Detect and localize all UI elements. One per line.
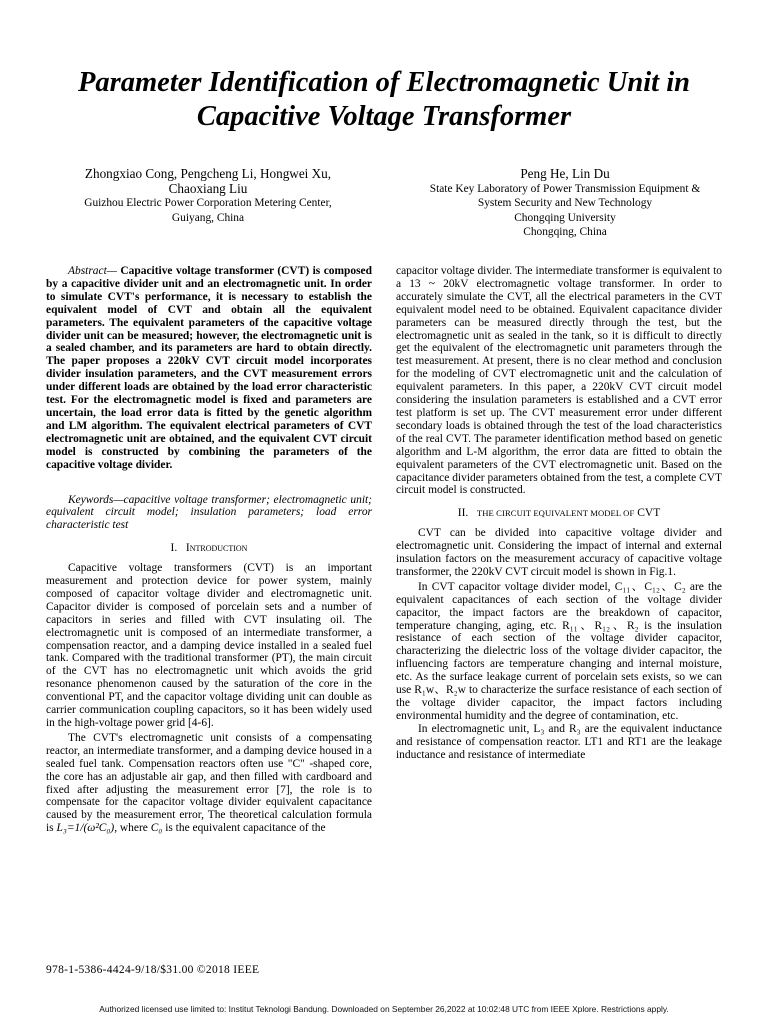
- section-heading-circuit-model: [396, 507, 722, 520]
- model-paragraph-1: CVT can be divided into capacitive voltage divider and electromagnetic unit. Considering the impact of internal and external insulation factors on the measurement accuracy of capacitive voltage transformer, the 220kV CVT circuit model is shown in Fig.1.: [396, 527, 722, 578]
- title-line-2: Capacitive Voltage Transformer: [196, 101, 572, 132]
- affiliation-cont: System Security and New Technology: [477, 197, 653, 210]
- intro-p2-text-b: , where: [114, 822, 151, 835]
- intro-paragraph-2: [46, 732, 372, 835]
- affiliation-city: Guiyang, China: [171, 211, 245, 224]
- right-column: [396, 265, 722, 762]
- title-line-1: Parameter Identification of Electromagnetic Unit in: [78, 67, 690, 98]
- left-column: [46, 265, 372, 835]
- author-block-right: [400, 167, 730, 240]
- model-paragraph-3: In electromagnetic unit, L₃ and R₃ are the equivalent inductance and resistance of compensation reactor. LT1 and RT1 are the leakage inductance and resistance of intermediate: [396, 722, 722, 761]
- formula: L₃=1/(ω²C₀): [56, 822, 115, 835]
- author-names: Peng He, Lin Du: [520, 166, 610, 181]
- affiliation-city: Chongqing, China: [523, 226, 607, 239]
- paper-title: [40, 66, 728, 134]
- section-title-tail: CVT: [637, 507, 661, 520]
- section-number: I.: [170, 542, 178, 555]
- section-title: THE CIRCUIT EQUIVALENT MODEL OF: [476, 508, 635, 519]
- section-heading-introduction: [46, 542, 372, 555]
- author-names: Zhongxiao Cong, Pengcheng Li, Hongwei Xu,: [84, 166, 332, 181]
- license-notice: Authorized licensed use limited to: Institut Teknologi Bandung. Downloaded on September 26,2022 at 10:02:48 UTC from IEEE Xplore. Restrictions apply.: [99, 1004, 669, 1014]
- keywords: Keywords—capacitive voltage transformer; electromagnetic unit; equivalent circuit model; insulation parameters; load error characteristic test: [46, 493, 372, 532]
- abstract: [46, 265, 372, 472]
- intro-continued: capacitor voltage divider. The intermediate transformer is equivalent to a 13 ~ 20kV electromagnetic voltage transformer. In order to accurately simulate the CVT, all the electrical parameters in the CVT equivalent model need to be obtained. Equivalent capacitance divider parameters can be measured directly through the test, but the electromagnetic unit as sealed in the tank, so it is difficult to directly get the equivalent of the electromagnetic unit parameters through the test measurement. At present, there is no clear method and conclusion for the modeling of CVT electromagnetic unit and the calculation of equivalent parameters. In this paper, a 220kV CVT circuit model considering the insulation parameters is established and a CVT error test platform is set up. The CVT measurement error under different secondary loads is obtained through the test of the load characteristics of the real CVT. The parameter identification method based on genetic algorithm and L-M algorithm, the error data are fitted to obtain the equivalent parameters of the CVT electromagnetic unit. Based on the capacitance divider parameters obtained from the test, a complete CVT circuit model is constructed.: [396, 265, 722, 497]
- copyright-line: 978-1-5386-4424-9/18/$31.00 ©2018 IEEE: [46, 964, 260, 976]
- section-number: II.: [457, 507, 469, 520]
- affiliation: Guizhou Electric Power Corporation Metering Center,: [84, 197, 332, 210]
- model-paragraph-2: In CVT capacitor voltage divider model, C₁₁、C₁₂、C₂ are the equivalent capacitances of each section of the voltage divider capacitor, the impact factors are the breakdown of capacitor, temperature changing, aging, etc. R₁₁、R₁₂、R₂ is the insulation resistance of each section of the voltage divider capacitor, characterizing the dielectric loss of the voltage divider capacitor, the influencing factors are temperature changing and internal moisture, etc. As the surface leakage current of porcelain sets exists, so we can use R₁w、R₂w to characterize the surface resistance of each section of the voltage divider capacitor, the impact factors including environmental humidity and the degree of contamination, etc.: [396, 580, 722, 722]
- author-names-cont: Chaoxiang Liu: [168, 180, 248, 196]
- section-title: Introduction: [185, 542, 248, 555]
- affiliation: State Key Laboratory of Power Transmission Equipment &: [429, 182, 701, 195]
- abstract-lead: Abstract—: [68, 265, 117, 277]
- author-block-left: [58, 167, 358, 225]
- intro-p2-text-c: is the equivalent capacitance of the: [162, 822, 326, 835]
- affiliation-university: Chongqing University: [514, 211, 616, 224]
- intro-paragraph-1: Capacitive voltage transformers (CVT) is an important measurement and protection device for power system, mainly composed of capacitor voltage divider and electromagnetic unit. Capacitor divider is composed of porcelain sets and a number of capacitors in series and filled with CVT insulating oil. The electromagnetic unit is composed of an intermediate transformer, a compensation reactor, and a damping device installed in a sealed fuel tank. Compared with the traditional transformer (PT), the main circuit of the CVT has no electromagnetic unit which avoids the grid resonance phenomenon caused by the saturation of the core in the conventional PT, and the capacitor voltage dividing unit can double as carrier communication coupling capacitors, so it has been widely used in the high-voltage power grid [4-6].: [46, 562, 372, 729]
- intro-p2-text: The CVT's electromagnetic unit consists of a compensating reactor, an intermediate transformer, and a damping device housed in a sealed fuel tank. Compensation reactors often use "C" -shaped core, the core has an adjustable air gap, and then filled with cardboard and fixed after adjusting the measurement error [7], the role is to compensate for the capacitor voltage divider equivalent capacitance caused by the measurement error, The theoretical calculation formula is: [46, 731, 372, 835]
- symbol-c0: C₀: [150, 822, 163, 835]
- abstract-body: Capacitive voltage transformer (CVT) is composed by a capacitive divider unit and an electromagnetic unit. In order to simulate CVT's performance, it is necessary to establish the equivalent model of CVT and obtain all the equivalent parameters. The equivalent parameters of the capacitive voltage divider unit can be measured; however, the electromagnetic unit is a sealed chamber, and its parameters are hard to obtain directly. The paper proposes a 220kV CVT circuit model incorporates divider insulation parameters, and the CVT measurement errors under different loads are obtained by the load error characteristic test. For the electromagnetic model is fixed and parameters are uncertain, the load error data is fitted by the genetic algorithm and LM algorithm. The equivalent electrical parameters of CVT electromagnetic unit are obtained, and the equivalent CVT circuit model is constructed by combining the parameters of the capacitive voltage divider.: [46, 265, 372, 471]
